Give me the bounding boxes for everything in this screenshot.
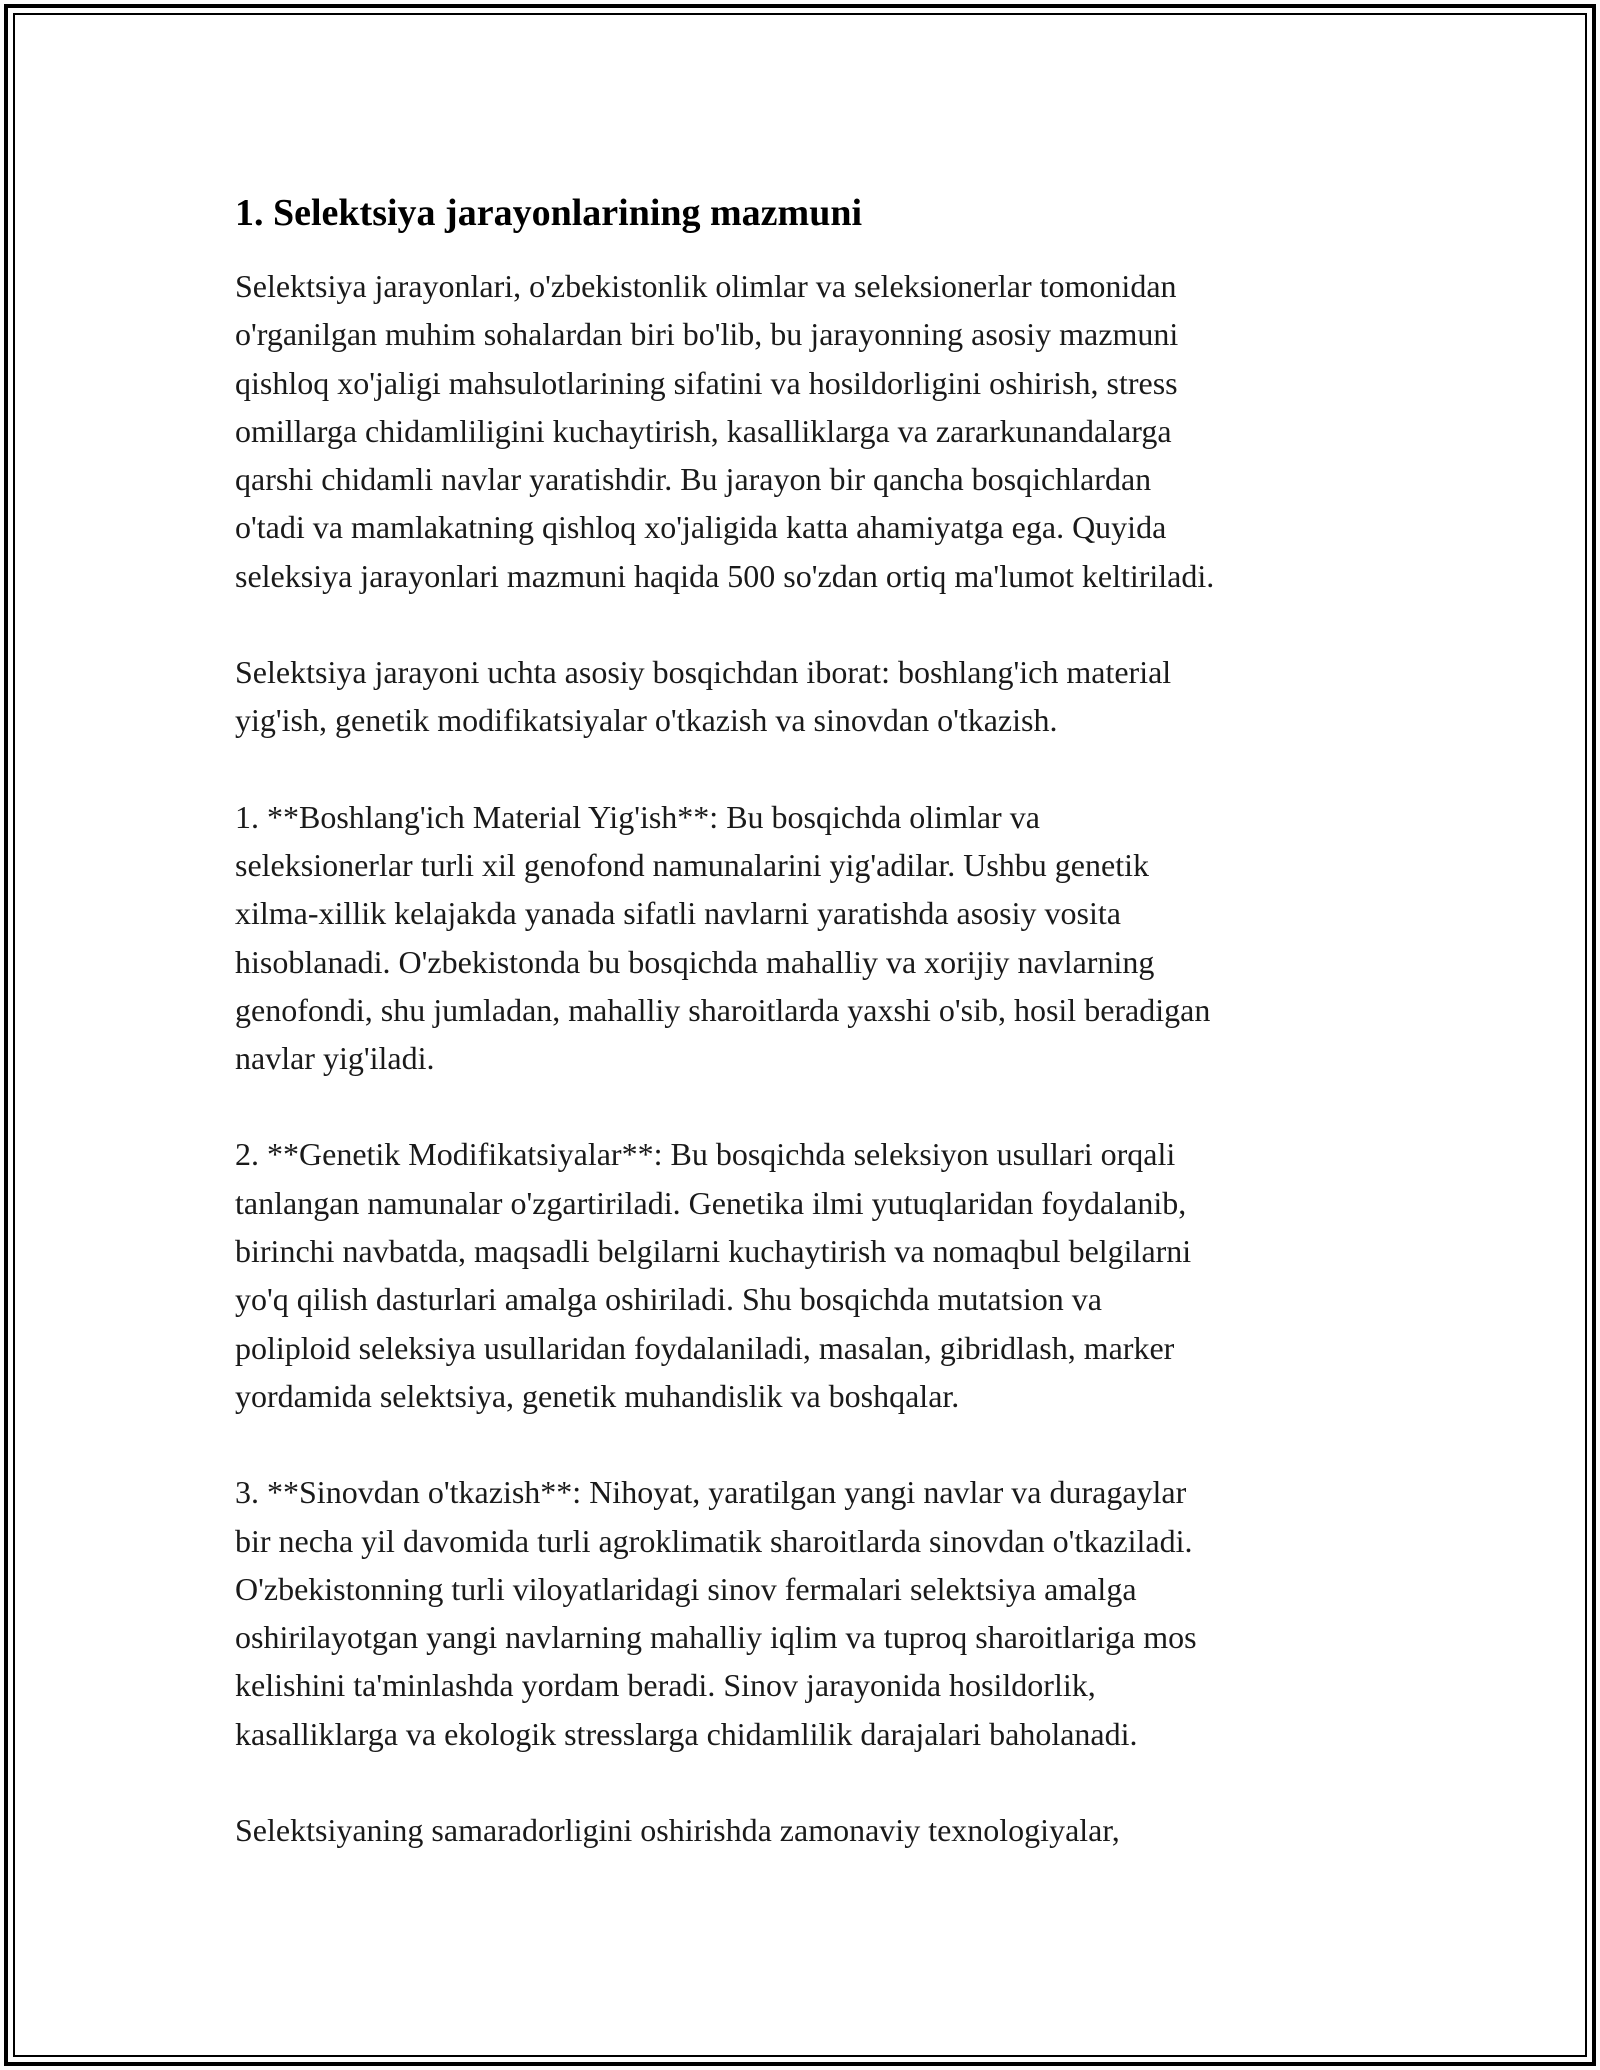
stage-2-paragraph: 2. **Genetik Modifikatsiyalar**: Bu bosqichda seleksiyon usullari orqali tanlangan namunalar o'zgartiriladi. Genetika ilmi yutuqlaridan foydalanib, birinchi navbatda, maqsadli belgilarni kuchaytirish va nomaqbul belgilarni yo'q qilish dasturlari amalga oshiriladi. Shu bosqichda mutatsion va poliploid seleksiya usullaridan foydalaniladi, masalan, gibridlash, marker yordamida selektsiya, genetik muhandislik va boshqalar. — [235, 1136, 1192, 1414]
section-heading: 1. Selektsiya jarayonlarining mazmuni — [235, 192, 863, 234]
stages-overview-paragraph: Selektsiya jarayoni uchta asosiy bosqichdan iborat: boshlang'ich material yig'ish, genetik modifikatsiyalar o'tkazish va sinovdan o'tkazish. — [235, 654, 1172, 739]
stage-1-paragraph: 1. **Boshlang'ich Material Yig'ish**: Bu bosqichda olimlar va seleksionerlar turli xil genofond namunalarini yig'adilar. Ushbu genetik xilma-xillik kelajakda yanada sifatli navlarni yaratishda asosiy vosita hisoblanadi. O'zbekistonda bu bosqichda mahalliy va xorijiy navlarning genofondi, shu jumladan, mahalliy sharoitlarda yaxshi o'sib, hosil beradigan navlar yig'iladi. — [235, 798, 1211, 1077]
stage-3-paragraph: 3. **Sinovdan o'tkazish**: Nihoyat, yaratilgan yangi navlar va duragaylar bir necha yil davomida turli agroklimatik sharoitlarda sinovdan o'tkaziladi. O'zbekistonning turli viloyatlaridagi sinov fermalari selektsiya amalga oshirilayotgan yangi navlarning mahalliy iqlim va tuproq sharoitlariga mos kelishini ta'minlashda yordam beradi. Sinov jarayonida hosildorlik, kasalliklarga va ekologik stresslarga chidamlilik darajalari baholanadi. — [235, 1474, 1197, 1752]
document-body — [235, 184, 1385, 1902]
closing-paragraph: Selektsiyaning samaradorligini oshirishda zamonaviy texnologiyalar, — [235, 1812, 1120, 1849]
intro-paragraph: Selektsiya jarayonlari, o'zbekistonlik olimlar va seleksionerlar tomonidan o'rganilgan muhim sohalardan biri bo'lib, bu jarayonning asosiy mazmuni qishloq xo'jaligi mahsulotlarining sifatini va hosildorligini oshirish, stress omillarga chidamliligini kuchaytirish, kasalliklarga va zararkunandalarga qarshi chidamli navlar yaratishdir. Bu jarayon bir qancha bosqichlardan o'tadi va mamlakatning qishloq xo'jaligida katta ahamiyatga ega. Quyida seleksiya jarayonlari mazmuni haqida 500 so'zdan ortiq ma'lumot keltiriladi. — [235, 268, 1215, 594]
